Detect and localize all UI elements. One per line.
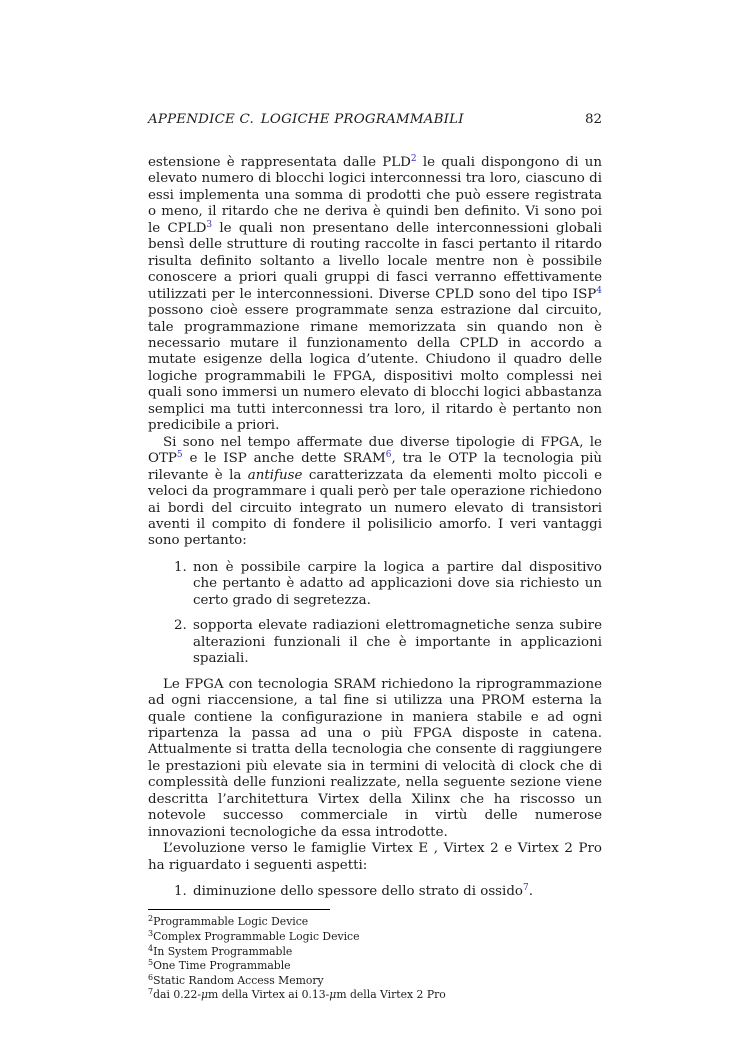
footnote-ref-link[interactable]: 4 xyxy=(596,285,602,296)
footnote-marker: 7 xyxy=(148,987,154,997)
footnote-marker: 3 xyxy=(148,929,154,939)
body-paragraph xyxy=(148,155,602,435)
chapter-header-title: APPENDICE C. LOGICHE PROGRAMMABILI xyxy=(148,112,464,127)
body-paragraph xyxy=(148,435,602,550)
footnote-item xyxy=(148,959,602,974)
ordered-list-item xyxy=(174,883,602,900)
list-item-number: 1. xyxy=(174,559,187,575)
list-item-number: 2. xyxy=(174,618,187,634)
ordered-list xyxy=(148,560,602,668)
text-run: Static Random Access Memory xyxy=(153,973,324,987)
text-run: sopporta elevate radiazioni elettromagnetiche senza subire alterazioni funzionali il che è importante in applicazioni spaziali. xyxy=(193,618,602,667)
body-paragraph xyxy=(148,841,602,874)
footnote-item xyxy=(148,915,602,930)
list-item-number: 1. xyxy=(174,884,187,900)
footnote-marker: 6 xyxy=(148,972,154,982)
text-run: μ xyxy=(201,988,209,1002)
text-run: estensione è rappresentata dalle PLD xyxy=(148,155,411,170)
footnote-marker: 5 xyxy=(148,958,154,968)
ordered-list xyxy=(148,884,602,900)
ordered-list-item xyxy=(174,559,602,609)
text-run: e le ISP anche dette SRAM xyxy=(182,451,386,467)
text-run: non è possibile carpire la logica a partire dal dispositivo che pertanto è adatto ad applicazioni dove sia richiesto un certo grado di segretezza. xyxy=(193,559,602,608)
text-run: m della Virtex 2 Pro xyxy=(336,988,446,1002)
footnote-ref-link[interactable]: 5 xyxy=(176,450,183,461)
footnote-item xyxy=(148,930,602,945)
footnote-ref-link[interactable]: 7 xyxy=(522,883,529,894)
text-block xyxy=(148,112,602,1003)
text-run: diminuzione dello spessore dello strato di ossido xyxy=(193,884,523,900)
text-run: . xyxy=(528,884,533,900)
text-run: m della Virtex ai 0.13- xyxy=(208,988,330,1002)
text-run: , tra le OTP la tecnologia più rilevante è la xyxy=(148,451,602,483)
footnote-item xyxy=(148,988,602,1003)
text-run: antifuse xyxy=(247,467,303,483)
text-run: In System Programmable xyxy=(153,944,293,958)
text-run: Si sono nel tempo affermate due diverse tipologie di FPGA, le OTP xyxy=(148,434,602,467)
footnotes-section xyxy=(148,909,602,1003)
footnote-ref-link[interactable]: 6 xyxy=(385,450,392,461)
text-run: le quali dispongono di un elevato numero di blocchi logici interconnessi tra loro, ciascuno di essi implementa una somma di prodotti che può essere registrata o meno, il ritardo che ne deriva è quindi ben definito. Vi sono poi le CPLD xyxy=(148,155,602,236)
page-number: 82 xyxy=(584,112,602,127)
text-run: caratterizzata da elementi molto piccoli e veloci da programmare i quali però per tale operazione richiedono ai bordi del circuito integrato un numero elevato di transistori aventi il compito di fondere il polisilicio amorfo. I veri vantaggi sono pertanto: xyxy=(148,467,602,549)
footnote-list xyxy=(148,915,602,1003)
text-run: Complex Programmable Logic Device xyxy=(153,930,360,944)
footnote-marker: 2 xyxy=(148,914,154,924)
text-run: Programmable Logic Device xyxy=(153,915,309,929)
text-run: Le FPGA con tecnologia SRAM richiedono la riprogrammazione ad ogni riaccensione, a tal fine si utilizza una PROM esterna la quale contiene la configurazione in maniera stabile e ad ogni ripartenza la passa ad una o più FPGA disposte in catena. Attualmente si tratta della tecnologia che consente di raggiungere le prestazioni più elevate sia in termini di velocità di clock che di complessità delle funzioni realizzate, nella seguente sezione viene descritta l’architettura Virtex della Xilinx che ha riscosso un notevole successo commerciale in virtù delle numerose innovazioni tecnologiche da essa introdotte. xyxy=(148,676,602,840)
footnote-ref-link[interactable]: 3 xyxy=(206,219,213,230)
body-paragraph xyxy=(148,677,602,842)
footnote-marker: 4 xyxy=(148,943,154,953)
running-header xyxy=(148,112,602,128)
footnote-item xyxy=(148,974,602,989)
text-run: μ xyxy=(329,988,337,1002)
text-run: dai 0.22- xyxy=(153,988,202,1002)
text-run: possono cioè essere programmate senza estrazione dal circuito, tale programmazione rimane memorizzata sin quando non è necessario mutare il funzionamento della CPLD in accordo a mutate esigenze della logica d’utente. Chiudono il quadro delle logiche programmabili le FPGA, dispositivi molto complessi nei quali sono immersi un numero elevato di blocchi logici abbastanza semplici ma tutti interconnessi tra loro, il ritardo è pertanto non predicibile a priori. xyxy=(148,303,602,434)
footnote-item xyxy=(148,945,602,960)
ordered-list-item xyxy=(174,618,602,667)
document-body xyxy=(148,155,602,900)
text-run: L’evoluzione verso le famiglie Virtex E , Virtex 2 e Virtex 2 Pro ha riguardato i seguenti aspetti: xyxy=(148,841,602,873)
footnote-rule xyxy=(148,909,330,910)
footnote-ref-link[interactable]: 2 xyxy=(410,154,417,164)
text-run: le quali non presentano delle interconnessioni globali bensì delle strutture di routing raccolte in fasci pertanto il ritardo risulta definito soltanto a livello locale mentre non è possibile conoscere a priori quali gruppi di fasci verranno effettivamente utilizzati per le interconnessioni. Diverse CPLD sono del tipo ISP xyxy=(148,220,602,302)
text-run: One Time Programmable xyxy=(153,959,291,973)
